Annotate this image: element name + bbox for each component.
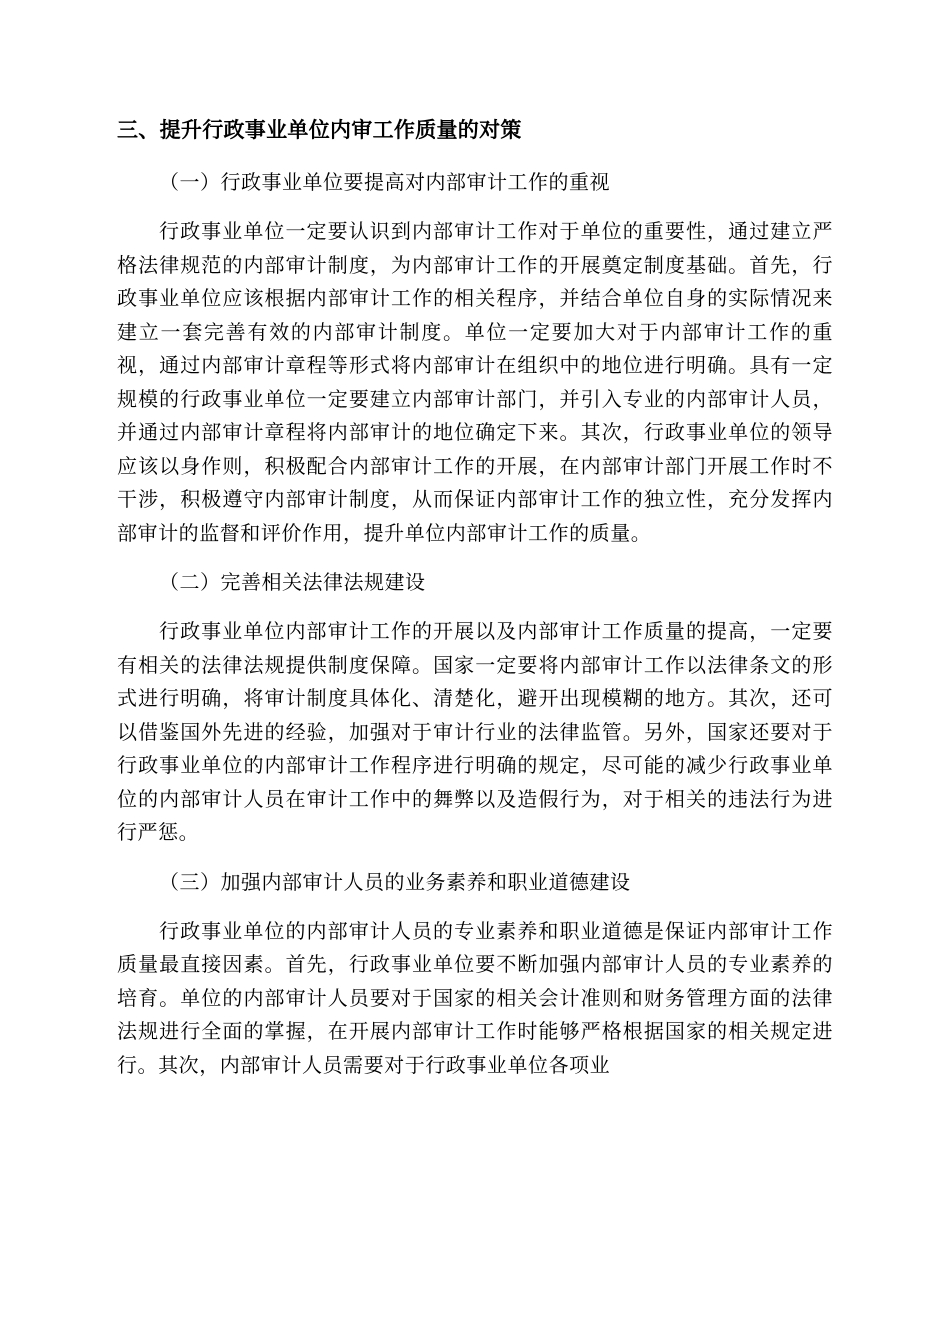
subsection-1-paragraph: 行政事业单位一定要认识到内部审计工作对于单位的重要性，通过建立严格法律规范的内部审计制度，为内部审计工作的开展奠定制度基础。首先，行政事业单位应该根据内部审计工作的相关程序，并结合单位自身的实际情况来建立一套完善有效的内部审计制度。单位一定要加大对于内部审计工作的重视，通过内部审计章程等形式将内部审计在组织中的地位进行明确。具有一定规模的行政事业单位一定要建立内部审计部门，并引入专业的内部审计人员，并通过内部审计章程将内部审计的地位确定下来。其次，行政事业单位的领导应该以身作则，积极配合内部审计工作的开展，在内部审计部门开展工作时不干涉，积极遵守内部审计制度，从而保证内部审计工作的独立性，充分发挥内部审计的监督和评价作用，提升单位内部审计工作的质量。 — [117, 219, 833, 545]
document-page — [117, 110, 833, 1082]
subsection-3-heading: （三）加强内部审计人员的业务素养和职业道德建设 — [159, 869, 631, 894]
subsection-2-heading: （二）完善相关法律法规建设 — [159, 570, 426, 594]
section-title: 三、提升行政事业单位内审工作质量的对策 — [117, 117, 522, 142]
subsection-3-paragraph: 行政事业单位的内部审计人员的专业素养和职业道德是保证内部审计工作质量最直接因素。首先，行政事业单位要不断加强内部审计人员的专业素养的培育。单位的内部审计人员要对于国家的相关会计准则和财务管理方面的法律法规进行全面的掌握，在开展内部审计工作时能够严格根据国家的相关规定进行。其次，内部审计人员需要对于行政事业单位各项业 — [117, 918, 833, 1077]
subsection-1-heading: （一）行政事业单位要提高对内部审计工作的重视 — [159, 170, 610, 194]
subsection-2-paragraph: 行政事业单位内部审计工作的开展以及内部审计工作质量的提高，一定要有相关的法律法规提供制度保障。国家一定要将内部审计工作以法律条文的形式进行明确，将审计制度具体化、清楚化，避开出现模糊的地方。其次，还可以借鉴国外先进的经验，加强对于审计行业的法律监管。另外，国家还要对于行政事业单位的内部审计工作程序进行明确的规定，尽可能的减少行政事业单位的内部审计人员在审计工作中的舞弊以及造假行为，对于相关的违法行为进行严惩。 — [117, 619, 833, 844]
